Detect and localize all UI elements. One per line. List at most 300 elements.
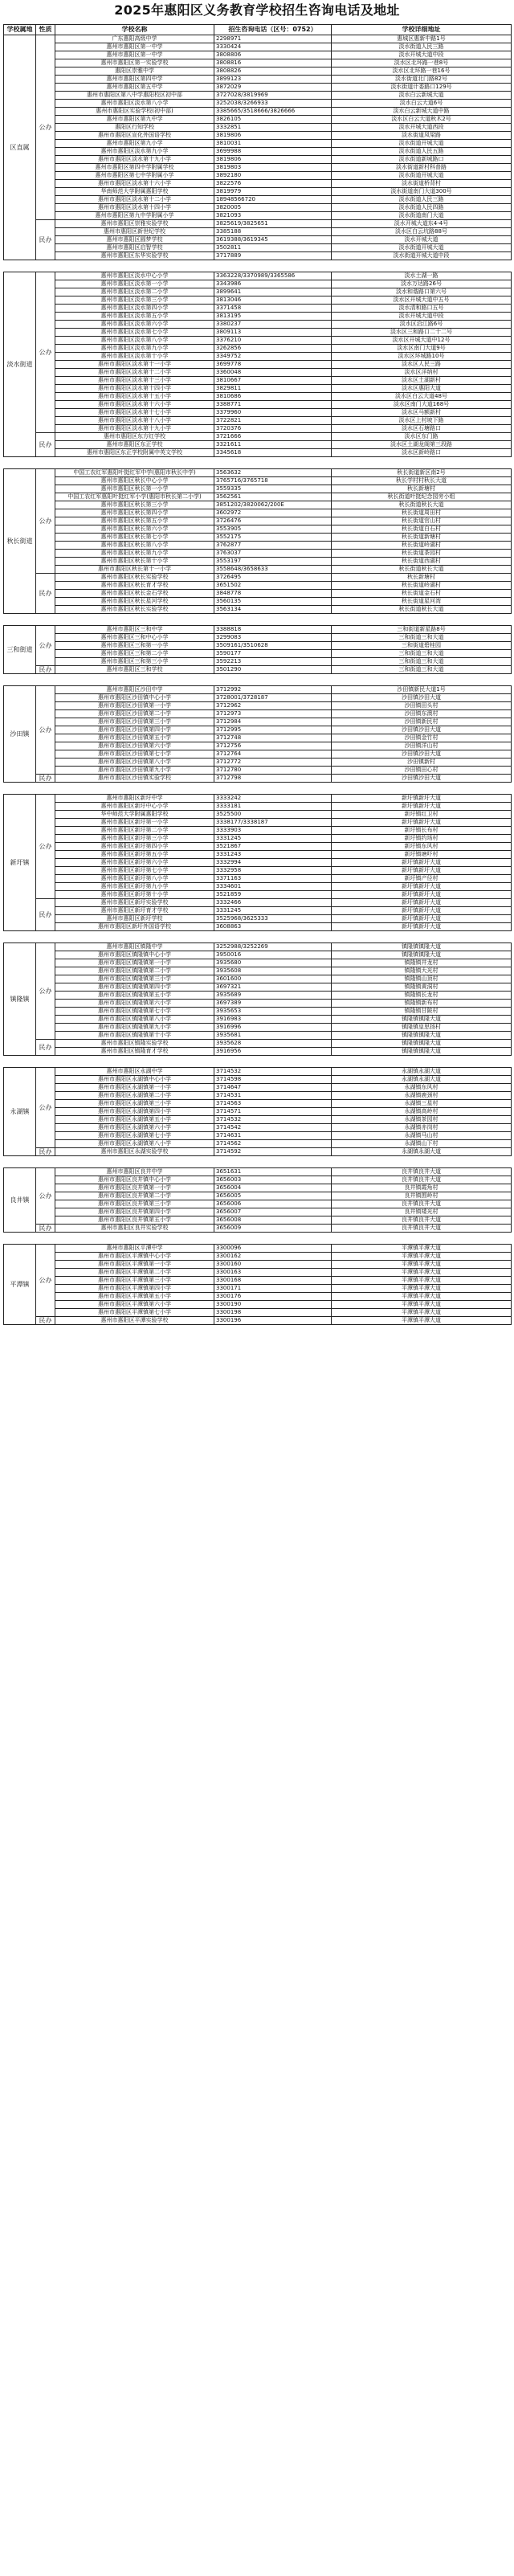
address-cell: 秋长学村村秋长大道 <box>332 477 512 485</box>
school-name-cell: 惠州市惠阳区新圩第一小学 <box>55 819 214 827</box>
phone-cell: 3559335 <box>214 485 332 493</box>
school-name-cell: 惠州市惠阳区新圩第四小学 <box>55 843 214 851</box>
school-name-cell: 惠州市惠阳区永湖中学 <box>55 1068 214 1076</box>
school-name-cell: 惠阳区行知学校 <box>55 124 214 132</box>
nature-cell: 民办 <box>36 433 55 457</box>
table-row <box>4 1148 512 1156</box>
section-gap-cell <box>4 1156 512 1168</box>
school-name-cell: 惠州市惠阳区淡水第一小学 <box>55 280 214 288</box>
phone-cell: 3552175 <box>214 534 332 542</box>
address-cell: 三和街道三和大道 <box>332 650 512 658</box>
school-name-cell: 惠州市惠阳区新圩第八小学 <box>55 875 214 883</box>
section-gap-cell <box>4 931 512 943</box>
table-row <box>4 598 512 606</box>
table-row <box>4 1301 512 1309</box>
address-cell: 淡水区惠阳大道 <box>332 385 512 393</box>
school-name-cell: 惠州市惠阳区新圩中学 <box>55 795 214 803</box>
phone-cell: 3300162 <box>214 1253 332 1261</box>
nature-cell: 公办 <box>36 1168 55 1225</box>
school-name-cell: 惠州市惠阳区秋长中心小学 <box>55 477 214 485</box>
table-row <box>4 393 512 401</box>
address-cell: 平潭镇平潭大道 <box>332 1261 512 1269</box>
phone-cell: 3385188 <box>214 228 332 236</box>
table-row <box>4 108 512 116</box>
school-name-cell: 惠州市惠阳区秋长第十一小学 <box>55 566 214 574</box>
section-gap <box>4 1056 512 1068</box>
school-name-cell: 惠州市惠阳区秋长第七小学 <box>55 534 214 542</box>
school-name-cell: 惠州市惠阳区新圩学校 <box>55 915 214 923</box>
phone-cell: 3553905 <box>214 525 332 534</box>
address-cell: 平潭镇平潭大道 <box>332 1277 512 1285</box>
address-cell: 沙田镇沙田大道 <box>332 750 512 758</box>
table-row <box>4 501 512 509</box>
phone-cell: 3656006 <box>214 1200 332 1208</box>
phone-cell: 3385665/3518666/3826666 <box>214 108 332 116</box>
school-table <box>3 24 511 1325</box>
school-name-cell: 华中师范大学附属惠阳学校 <box>55 811 214 819</box>
table-row <box>4 361 512 369</box>
phone-cell: 3521859 <box>214 891 332 899</box>
school-name-cell: 惠州市惠阳区淡水第三小学 <box>55 296 214 305</box>
table-row <box>4 493 512 501</box>
phone-cell: 3299083 <box>214 634 332 642</box>
school-name-cell: 惠州市惠阳区沙田镇第一小学 <box>55 702 214 710</box>
table-row <box>4 883 512 891</box>
school-name-cell: 惠州市惠阳区淡水中心小学 <box>55 272 214 280</box>
address-cell: 惠城区惠新中路1号 <box>332 35 512 43</box>
table-row <box>4 1200 512 1208</box>
school-name-cell: 惠州市惠阳区良井镇第二小学 <box>55 1192 214 1200</box>
nature-cell: 公办 <box>36 1245 55 1317</box>
school-name-cell: 惠州市惠阳区镇隆镇第七小学 <box>55 1008 214 1016</box>
table-row <box>4 228 512 236</box>
nature-cell: 民办 <box>36 899 55 931</box>
area-cell: 良井镇 <box>4 1168 36 1233</box>
school-name-cell: 惠州市惠阳区永湖镇第六小学 <box>55 1124 214 1132</box>
phone-cell: 3300171 <box>214 1285 332 1293</box>
address-cell: 平潭镇平潭大道 <box>332 1253 512 1261</box>
phone-cell: 3252988/3252269 <box>214 943 332 951</box>
phone-cell: 3899641 <box>214 288 332 296</box>
phone-cell: 3656005 <box>214 1192 332 1200</box>
phone-cell: 3321611 <box>214 441 332 449</box>
address-cell: 淡水区开城大道中12号 <box>332 337 512 345</box>
table-row <box>4 517 512 525</box>
table-row <box>4 1000 512 1008</box>
address-cell: 永湖镇山下村 <box>332 1140 512 1148</box>
school-name-cell: 惠州市惠阳区秋长金石学校 <box>55 590 214 598</box>
address-cell: 新圩镇新圩大道 <box>332 859 512 867</box>
phone-cell: 3714592 <box>214 1148 332 1156</box>
school-name-cell: 惠州市惠阳区新圩第六小学 <box>55 859 214 867</box>
address-cell: 淡水区南门大道9号 <box>332 345 512 353</box>
school-name-cell: 惠州市惠阳区淡水第十九小学 <box>55 425 214 433</box>
school-name-cell: 惠州市惠阳区实验学校(初中部) <box>55 108 214 116</box>
address-cell: 淡水街道计委路口129号 <box>332 84 512 92</box>
phone-cell: 3935689 <box>214 992 332 1000</box>
address-cell: 淡水区南门大道168号 <box>332 401 512 409</box>
school-name-cell: 惠州市惠阳区淡水第九小学 <box>55 148 214 156</box>
phone-cell: 3712962 <box>214 702 332 710</box>
phone-cell: 3332851 <box>214 124 332 132</box>
address-cell: 秋长街道叶挺纪念园旁小组 <box>332 493 512 501</box>
table-row <box>4 1293 512 1301</box>
table-row <box>4 1132 512 1140</box>
phone-cell: 3916996 <box>214 1024 332 1032</box>
school-name-cell: 惠州市惠阳区东方红学校 <box>55 433 214 441</box>
table-row <box>4 907 512 915</box>
table-row <box>4 915 512 923</box>
table-row <box>4 401 512 409</box>
table-row <box>4 566 512 574</box>
address-cell: 淡水区白云大道秋木2号 <box>332 116 512 124</box>
phone-cell: 3300160 <box>214 1261 332 1269</box>
address-cell: 秋长街道秋长大道 <box>332 606 512 614</box>
school-name-cell: 惠州市惠阳区良井中学 <box>55 1168 214 1176</box>
phone-cell: 3813046 <box>214 296 332 305</box>
school-name-cell: 惠州市惠阳区淡水第四小学 <box>55 305 214 313</box>
school-name-cell: 惠州市惠阳区良井镇第三小学 <box>55 1200 214 1208</box>
school-name-cell: 惠州市惠阳区永湖镇第五小学 <box>55 1116 214 1124</box>
school-name-cell: 惠州市惠阳区沙田镇第四小学 <box>55 726 214 734</box>
address-cell: 镇隆镇井龙村 <box>332 959 512 967</box>
address-cell: 新圩镇新圩大道 <box>332 907 512 915</box>
table-row <box>4 650 512 658</box>
phone-cell: 3808816 <box>214 59 332 67</box>
address-cell: 镇隆镇镇隆大道 <box>332 1048 512 1056</box>
address-cell: 淡水区马额新村 <box>332 409 512 417</box>
area-cell: 镇隆镇 <box>4 943 36 1056</box>
address-cell: 淡水土湖一路 <box>332 272 512 280</box>
phone-cell: 3808826 <box>214 67 332 76</box>
table-row <box>4 1032 512 1040</box>
school-name-cell: 惠州市惠阳区三和第一小学 <box>55 642 214 650</box>
address-cell: 新圩镇产径村 <box>332 875 512 883</box>
address-cell: 沙田镇沙田大道 <box>332 726 512 734</box>
table-row <box>4 296 512 305</box>
phone-cell: 3332958 <box>214 867 332 875</box>
school-name-cell: 惠州市惠阳区秋长育才学校 <box>55 582 214 590</box>
school-name-cell: 惠州市惠阳区永湖镇第四小学 <box>55 1108 214 1116</box>
school-name-cell: 惠州市惠阳区平潭镇第五小学 <box>55 1293 214 1301</box>
table-row <box>4 1184 512 1192</box>
table-row <box>4 803 512 811</box>
school-name-cell: 惠州市惠阳区新圩实验学校 <box>55 899 214 907</box>
nature-cell: 公办 <box>36 686 55 775</box>
school-name-cell: 惠州市惠阳区淡水第十四小学 <box>55 204 214 212</box>
address-cell: 永湖镇马山村 <box>332 1132 512 1140</box>
address-cell: 秋长街道周田村 <box>332 509 512 517</box>
table-row <box>4 172 512 180</box>
address-cell: 新圩镇新圩大道 <box>332 795 512 803</box>
address-cell: 永湖镇永湖大道 <box>332 1068 512 1076</box>
table-row <box>4 1084 512 1092</box>
address-cell: 新圩镇约场村 <box>332 835 512 843</box>
phone-cell: 3563134 <box>214 606 332 614</box>
phone-cell: 3712973 <box>214 710 332 718</box>
table-row <box>4 1008 512 1016</box>
section-gap <box>4 674 512 686</box>
table-row <box>4 1216 512 1225</box>
phone-cell: 3502811 <box>214 244 332 252</box>
nature-cell: 公办 <box>36 943 55 1040</box>
address-cell: 沙田镇沙田大道 <box>332 694 512 702</box>
address-cell: 永湖镇三星村 <box>332 1100 512 1108</box>
school-name-cell: 惠州市惠阳区沙田镇第二小学 <box>55 710 214 718</box>
table-row <box>4 156 512 164</box>
phone-cell: 3300196 <box>214 1317 332 1325</box>
address-cell: 新圩镇新圩大道 <box>332 883 512 891</box>
school-name-cell: 惠州市惠阳区淡水第十九小学 <box>55 156 214 164</box>
phone-cell: 3300176 <box>214 1293 332 1301</box>
phone-cell: 3712764 <box>214 750 332 758</box>
phone-cell: 3699988 <box>214 148 332 156</box>
address-cell: 秋长街道白石村 <box>332 525 512 534</box>
phone-cell: 3712798 <box>214 775 332 783</box>
school-name-cell: 惠州市惠阳区第九小学 <box>55 140 214 148</box>
phone-cell: 3712984 <box>214 718 332 726</box>
table-row <box>4 542 512 550</box>
phone-cell: 3820005 <box>214 204 332 212</box>
table-row <box>4 642 512 650</box>
phone-cell: 3726495 <box>214 574 332 582</box>
table-row <box>4 686 512 694</box>
table-row <box>4 345 512 353</box>
address-cell: 镇隆镇甘陂村 <box>332 1008 512 1016</box>
nature-cell: 民办 <box>36 574 55 614</box>
school-name-cell: 惠州市惠阳区淡水第七小学 <box>55 329 214 337</box>
school-name-cell: 惠州市惠阳区新圩第九小学 <box>55 883 214 891</box>
table-row <box>4 1092 512 1100</box>
table-row <box>4 180 512 188</box>
phone-cell: 3721666 <box>214 433 332 441</box>
school-name-cell: 惠州市惠阳区平潭镇第一小学 <box>55 1261 214 1269</box>
address-cell: 镇隆镇新布村 <box>332 1000 512 1008</box>
phone-cell: 3331245 <box>214 907 332 915</box>
phone-cell: 3720376 <box>214 425 332 433</box>
area-cell: 三和街道 <box>4 626 36 674</box>
address-cell: 淡水区白云大道48号 <box>332 393 512 401</box>
school-name-cell: 惠州市惠阳区新世纪学校 <box>55 228 214 236</box>
phone-cell: 3728001/3728187 <box>214 694 332 702</box>
phone-cell: 3935681 <box>214 1032 332 1040</box>
table-row <box>4 1076 512 1084</box>
school-name-cell: 惠州市惠阳区沙田镇第九小学 <box>55 767 214 775</box>
phone-cell: 3334601 <box>214 883 332 891</box>
school-name-cell: 惠州市惠阳区淡水第十三小学 <box>55 377 214 385</box>
area-cell: 淡水街道 <box>4 272 36 457</box>
table-row <box>4 1116 512 1124</box>
school-name-cell: 惠州市惠阳区镇隆实验学校 <box>55 1040 214 1048</box>
school-name-cell: 惠州市惠阳区平潭镇第三小学 <box>55 1277 214 1285</box>
table-row <box>4 710 512 718</box>
phone-cell: 3388818 <box>214 626 332 634</box>
school-name-cell: 惠州市惠阳区三和中心小学 <box>55 634 214 642</box>
address-cell: 淡水街道新村科普路 <box>332 164 512 172</box>
address-cell: 淡水区土湖新村 <box>332 377 512 385</box>
school-name-cell: 惠州市惠阳区新圩育才学校 <box>55 907 214 915</box>
table-row <box>4 51 512 59</box>
table-row <box>4 525 512 534</box>
table-row <box>4 280 512 288</box>
school-name-cell: 惠州市惠阳区秋长第十小学 <box>55 558 214 566</box>
school-name-cell: 惠州市惠阳区永湖镇第八小学 <box>55 1140 214 1148</box>
table-row <box>4 469 512 477</box>
address-cell: 镇隆镇大光村 <box>332 967 512 975</box>
phone-cell: 3380237 <box>214 321 332 329</box>
address-cell: 淡水白云新城大道中路 <box>332 108 512 116</box>
phone-cell: 3722821 <box>214 417 332 425</box>
section-gap-cell <box>4 614 512 626</box>
school-name-cell: 惠阳区崇雅中学 <box>55 67 214 76</box>
phone-cell: 3714631 <box>214 1132 332 1140</box>
phone-cell: 3819806 <box>214 132 332 140</box>
table-row <box>4 1277 512 1285</box>
address-cell: 淡水街道凤梁路 <box>332 132 512 140</box>
phone-cell: 3714542 <box>214 1124 332 1132</box>
address-cell: 秋长街道金石村 <box>332 590 512 598</box>
school-name-cell: 惠州市惠阳区永湖镇第三小学 <box>55 1100 214 1108</box>
table-row <box>4 67 512 76</box>
school-name-cell: 中国工农红军惠阳叶挺红军小学(惠阳市秋长第二小学) <box>55 493 214 501</box>
phone-cell: 3699778 <box>214 361 332 369</box>
school-name-cell: 惠州市惠阳区淡水第十八小学 <box>55 417 214 425</box>
school-name-cell: 惠州市惠阳区镇隆镇第一小学 <box>55 959 214 967</box>
table-header-row <box>4 25 512 35</box>
school-name-cell: 惠州市惠阳区镇隆镇第九小学 <box>55 1024 214 1032</box>
school-name-cell: 惠州市惠阳区镇隆中学 <box>55 943 214 951</box>
address-cell: 淡水街道南门大道 <box>332 212 512 220</box>
school-name-cell: 惠州市惠阳区秋长第六小学 <box>55 525 214 534</box>
address-cell: 镇隆镇镇隆大道 <box>332 1016 512 1024</box>
header-phone: 招生咨询电话（区号：0752） <box>214 25 332 35</box>
nature-cell: 公办 <box>36 795 55 899</box>
school-name-cell: 惠州市惠阳区永湖镇第一小学 <box>55 1084 214 1092</box>
table-row <box>4 132 512 140</box>
address-cell: 秋长新塘村 <box>332 485 512 493</box>
table-row <box>4 750 512 758</box>
address-cell: 沙田镇田头村 <box>332 702 512 710</box>
school-name-cell: 惠州市惠阳区永湖镇中心小学 <box>55 1076 214 1084</box>
phone-cell: 3819806 <box>214 156 332 164</box>
phone-cell: 3553197 <box>214 558 332 566</box>
table-row <box>4 196 512 204</box>
phone-cell: 3363228/3370989/3365586 <box>214 272 332 280</box>
phone-cell: 3619388/3619345 <box>214 236 332 244</box>
phone-cell: 3371163 <box>214 875 332 883</box>
phone-cell: 3697389 <box>214 1000 332 1008</box>
phone-cell: 3333242 <box>214 795 332 803</box>
address-cell: 淡水白云大道6号 <box>332 100 512 108</box>
school-name-cell: 惠州市惠阳区平潭镇第二小学 <box>55 1269 214 1277</box>
phone-cell: 3590177 <box>214 650 332 658</box>
table-row <box>4 1100 512 1108</box>
address-cell: 良井镇良井大道 <box>332 1216 512 1225</box>
school-name-cell: 惠州市惠阳区镇隆镇第八小学 <box>55 1016 214 1024</box>
header-school-name: 学校名称 <box>55 25 214 35</box>
table-row <box>4 558 512 566</box>
table-row <box>4 943 512 951</box>
address-cell: 淡水街道开城大道 <box>332 140 512 148</box>
phone-cell: 3829811 <box>214 385 332 393</box>
table-row <box>4 272 512 280</box>
table-row <box>4 441 512 449</box>
address-cell: 秋长街道秋长大道 <box>332 501 512 509</box>
table-row <box>4 875 512 883</box>
phone-cell: 3525500 <box>214 811 332 819</box>
school-name-cell: 惠州市惠阳区新圩第二小学 <box>55 827 214 835</box>
address-cell: 新圩镇新圩大道 <box>332 803 512 811</box>
table-row <box>4 891 512 899</box>
address-cell: 镇隆镇山顶村 <box>332 975 512 983</box>
address-cell: 秋长新塘村 <box>332 574 512 582</box>
section-gap-cell <box>4 1233 512 1245</box>
address-cell: 平潭镇平潭大道 <box>332 1285 512 1293</box>
table-row <box>4 1285 512 1293</box>
school-name-cell: 惠州市惠阳区秋长实验学校 <box>55 606 214 614</box>
table-row <box>4 827 512 835</box>
school-name-cell: 惠州市惠阳区秋长第四小学 <box>55 509 214 517</box>
phone-cell: 3562561 <box>214 493 332 501</box>
address-cell: 平潭镇平潭大道 <box>332 1317 512 1325</box>
phone-cell: 3712780 <box>214 767 332 775</box>
school-name-cell: 惠州市惠阳区平潭实验学校 <box>55 1317 214 1325</box>
school-name-cell: 惠州市惠阳区淡水第六小学 <box>55 321 214 329</box>
table-row <box>4 449 512 457</box>
phone-cell: 3330424 <box>214 43 332 51</box>
address-cell: 淡水街道人民五路 <box>332 148 512 156</box>
address-cell: 良井镇良井大道 <box>332 1168 512 1176</box>
address-cell: 沙田镇金竹村 <box>332 734 512 742</box>
school-name-cell: 惠州市惠阳区新圩第五小学 <box>55 851 214 859</box>
school-name-cell: 惠州市惠阳区启智学校 <box>55 244 214 252</box>
school-name-cell: 惠州市惠阳区秋长第五小学 <box>55 517 214 525</box>
address-cell: 镇隆镇镇隆大道 <box>332 943 512 951</box>
table-row <box>4 288 512 296</box>
address-cell: 永湖镇赤岗村 <box>332 1124 512 1132</box>
phone-cell: 3602972 <box>214 509 332 517</box>
address-cell: 淡水开城大道西段 <box>332 124 512 132</box>
table-row <box>4 811 512 819</box>
table-row <box>4 843 512 851</box>
phone-cell: 3558648/3658633 <box>214 566 332 574</box>
address-cell: 沙田镇沙田大道 <box>332 775 512 783</box>
address-cell: 新圩镇长布村 <box>332 827 512 835</box>
school-name-cell: 惠州市惠阳区沙田镇第三小学 <box>55 718 214 726</box>
address-cell: 平潭镇平潭大道 <box>332 1269 512 1277</box>
address-cell: 淡水区洋纳村 <box>332 369 512 377</box>
school-name-cell: 中国工农红军惠阳叶挺红军中学(惠阳市秋长中学) <box>55 469 214 477</box>
section-gap-cell <box>4 783 512 795</box>
phone-cell: 3697321 <box>214 983 332 992</box>
school-name-cell: 惠州市惠阳区秋长第八小学 <box>55 542 214 550</box>
table-row <box>4 236 512 244</box>
address-cell: 新圩镇新圩大道 <box>332 867 512 875</box>
phone-cell: 3656008 <box>214 1216 332 1225</box>
address-cell: 秋长街道官山村 <box>332 517 512 525</box>
phone-cell: 3821093 <box>214 212 332 220</box>
phone-cell: 3712992 <box>214 686 332 694</box>
address-cell: 沙田镇东澳村 <box>332 710 512 718</box>
phone-cell: 3376210 <box>214 337 332 345</box>
phone-cell: 3509161/3510628 <box>214 642 332 650</box>
address-cell: 淡水街道开城大道 <box>332 244 512 252</box>
table-row <box>4 59 512 67</box>
school-name-cell: 惠州市惠阳区淡水第十四小学 <box>55 385 214 393</box>
school-name-cell: 惠州市惠阳区沙田镇中心小学 <box>55 694 214 702</box>
school-name-cell: 惠州市惠阳区镇隆镇第五小学 <box>55 992 214 1000</box>
table-row <box>4 1225 512 1233</box>
